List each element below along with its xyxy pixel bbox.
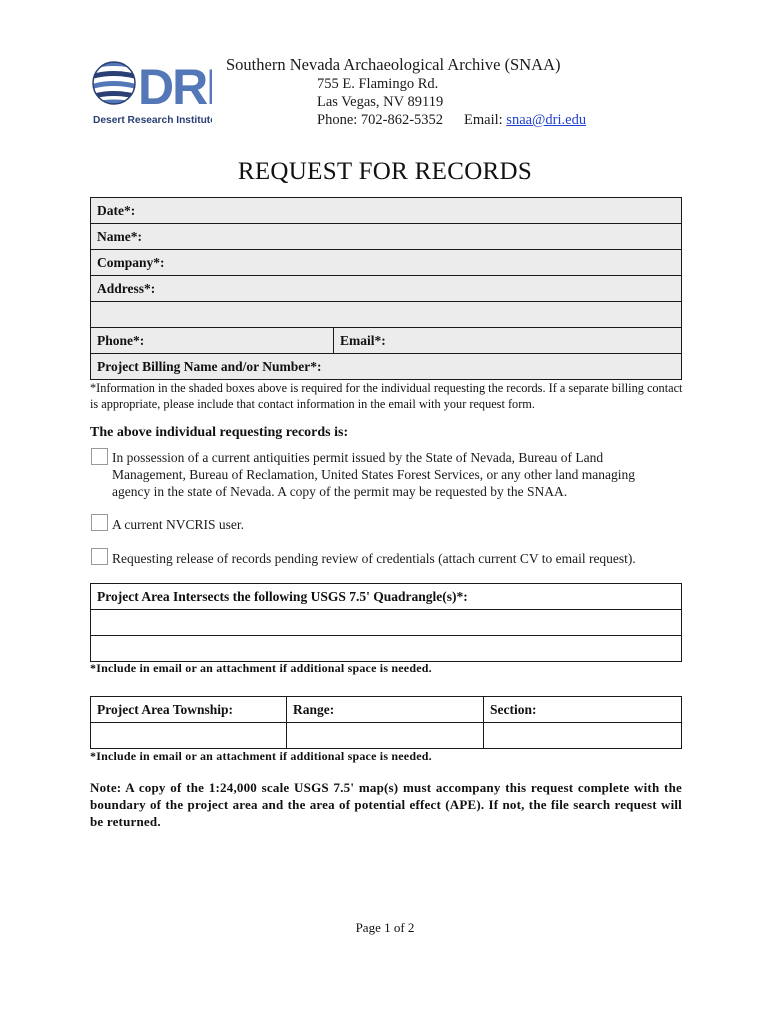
info-note: *Information in the shaded boxes above is required for the individual requesting the records. If a separate billing contact is appropriate, please include that contact information in the email with your request form.: [90, 381, 683, 411]
logo-wordmark: DRI: [138, 59, 212, 115]
quadrangle-row-1: [91, 610, 682, 636]
name-row: [91, 224, 682, 250]
address-label: Address*:: [97, 280, 156, 296]
permit-option-label: In possession of a current antiquities permit issued by the State of Nevada, Bureau of Land Management, Bureau of Reclamation, United States Forest Services, or any other land managing agency in the state of Nevada. A copy of the permit may be requested by the SNAA.: [112, 450, 635, 499]
map-requirement-note: Note: A copy of the 1:24,000 scale USGS 7.5' map(s) must accompany this request complete with the boundary of the project area and the area of potential effect (APE). If not, the file search request will be returned.: [90, 780, 682, 829]
name-field[interactable]: [91, 224, 682, 250]
date-field[interactable]: [91, 198, 682, 224]
email-field[interactable]: [334, 328, 682, 354]
quadrangle-note: *Include in email or an attachment if additional space is needed.: [90, 661, 432, 675]
township-header-row: [91, 697, 682, 723]
company-row: [91, 250, 682, 276]
address-field[interactable]: [91, 276, 682, 302]
page-number: Page 1 of 2: [355, 920, 415, 935]
quadrangle-header: Project Area Intersects the following USGS 7.5' Quadrangle(s)*:: [91, 584, 682, 610]
nvcris-option-label: A current NVCRIS user.: [112, 517, 244, 532]
pending-review-checkbox[interactable]: [91, 548, 108, 565]
township-input[interactable]: [91, 723, 287, 749]
township-label: Project Area Township:: [91, 697, 287, 723]
contact-email: [464, 111, 586, 129]
township-form: [90, 696, 682, 749]
billing-label: Project Billing Name and/or Number*:: [97, 358, 322, 374]
page-title: REQUEST FOR RECORDS: [237, 158, 533, 185]
dri-globe-icon: [92, 56, 212, 126]
date-label: Date*:: [97, 202, 136, 218]
logo-subtitle: Desert Research Institute: [93, 115, 212, 126]
billing-row: [91, 354, 682, 380]
quadrangle-input-2[interactable]: [91, 636, 682, 662]
quadrangle-row-2: [91, 636, 682, 662]
address-row-2: [91, 302, 682, 328]
pending-review-option-label: Requesting release of records pending review of credentials (attach current CV to email request).: [112, 551, 636, 566]
permit-checkbox[interactable]: [91, 448, 108, 465]
email-field-label: Email*:: [340, 332, 386, 348]
township-input-row: [91, 723, 682, 749]
date-row: [91, 198, 682, 224]
requester-status-intro: The above individual requesting records is:: [90, 425, 349, 440]
quadrangle-input-1[interactable]: [91, 610, 682, 636]
email-link[interactable]: snaa@dri.edu: [506, 112, 587, 128]
billing-field[interactable]: [91, 354, 682, 380]
dri-logo: [92, 56, 212, 126]
requester-form: [90, 197, 682, 380]
section-input[interactable]: [484, 723, 682, 749]
quadrangle-header-row: [91, 584, 682, 610]
phone-field[interactable]: [91, 328, 334, 354]
section-label: Section:: [484, 697, 682, 723]
phone-label: Phone*:: [97, 332, 145, 348]
email-label: Email:: [464, 112, 503, 128]
contact-phone: Phone: 702-862-5352: [317, 112, 444, 128]
township-note: *Include in email or an attachment if additional space is needed.: [90, 749, 432, 763]
address-field-2[interactable]: [91, 302, 682, 328]
address-line-1: 755 E. Flamingo Rd.: [317, 76, 439, 92]
nvcris-checkbox[interactable]: [91, 514, 108, 531]
name-label: Name*:: [97, 228, 142, 244]
company-label: Company*:: [97, 254, 165, 270]
org-name: Southern Nevada Archaeological Archive (SNAA): [226, 55, 561, 74]
range-label: Range:: [287, 697, 484, 723]
quadrangle-form: [90, 583, 682, 662]
company-field[interactable]: [91, 250, 682, 276]
address-line-2: Las Vegas, NV 89119: [317, 94, 444, 110]
range-input[interactable]: [287, 723, 484, 749]
address-row: [91, 276, 682, 302]
phone-email-row: [91, 328, 682, 354]
